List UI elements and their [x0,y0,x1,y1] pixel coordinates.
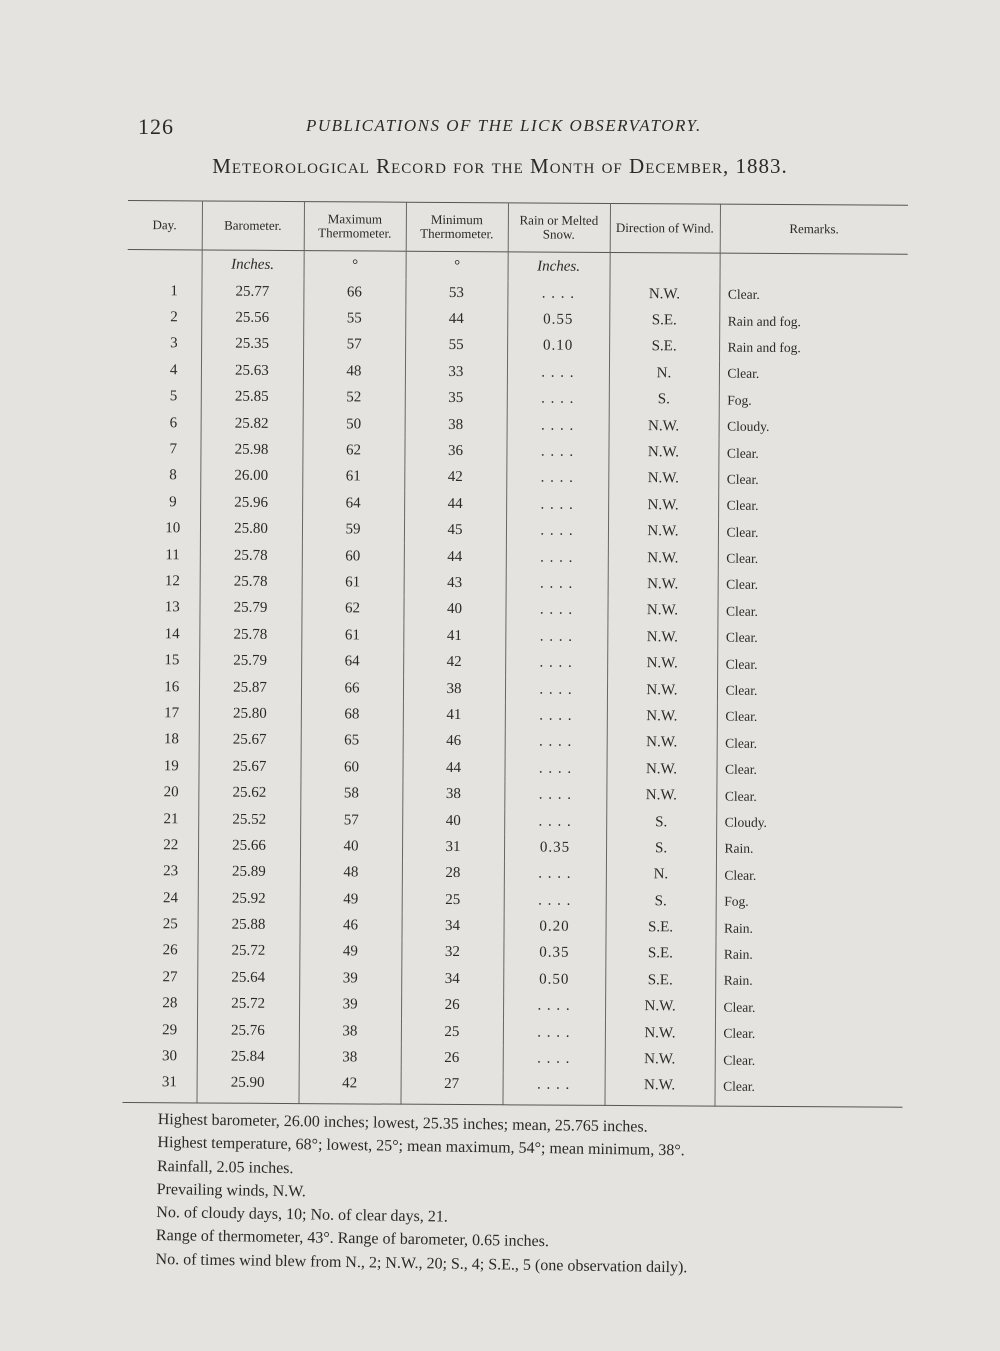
cell-barometer: 25.78 [200,569,302,596]
cell-barometer: 25.76 [197,1017,299,1044]
cell-wind: N.W. [606,782,716,809]
cell-min-thermometer: 35 [405,385,507,412]
cell-max-thermometer: 66 [303,279,405,306]
table-row [122,1070,902,1108]
cell-wind: N.W. [607,650,717,677]
cell-remarks: Clear. [726,445,759,461]
cell-rain: . . . . [506,518,608,545]
cell-max-thermometer: 49 [299,939,401,966]
unit-rain: Inches. [508,252,610,281]
cell-wind: N.W. [604,1073,714,1107]
cell-remarks: Clear. [725,603,758,619]
cell-min-thermometer: 27 [400,1071,502,1105]
cell-wind: S. [606,835,716,862]
cell-remarks: Rain. [723,972,753,989]
cell-rain: . . . . [505,597,607,624]
cell-rain: . . . . [507,412,609,439]
cell-day: 22 [124,832,198,859]
cell-max-thermometer: 64 [302,490,404,517]
cell-rain: . . . . [502,1072,604,1106]
cell-day: 29 [123,1017,197,1044]
cell-max-thermometer: 61 [302,569,404,596]
cell-min-thermometer: 44 [405,306,507,333]
cell-day: 9 [126,489,200,516]
cell-min-thermometer: 41 [403,702,505,729]
cell-max-thermometer: 50 [303,411,405,438]
cell-rain: . . . . [507,386,609,413]
cell-rain: . . . . [503,1019,605,1046]
cell-day: 14 [125,621,199,648]
cell-rain: . . . . [506,465,608,492]
unit-day [128,249,202,278]
cell-day: 26 [123,938,197,965]
cell-min-thermometer: 25 [402,887,504,914]
cell-rain: . . . . [505,729,607,756]
cell-barometer: 25.98 [200,437,302,464]
cell-max-thermometer: 55 [303,305,405,332]
cell-max-thermometer: 52 [303,385,405,412]
summary-line: No. of cloudy days, 10; No. of clear days, 21. [156,1204,448,1226]
cell-wind: N.W. [608,518,718,545]
cell-wind: S.E. [605,967,715,994]
cell-barometer: 25.52 [198,806,300,833]
cell-wind: N.W. [607,703,717,730]
cell-min-thermometer: 38 [405,412,507,439]
summary-line: Highest temperature, 68°; lowest, 25°; mean maximum, 54°; mean minimum, 38°. [157,1134,685,1160]
cell-min-thermometer: 32 [401,939,503,966]
cell-barometer: 25.62 [198,780,300,807]
cell-min-thermometer: 46 [403,728,505,755]
cell-max-thermometer: 61 [302,464,404,491]
cell-rain: . . . . [507,359,609,386]
cell-min-thermometer: 53 [405,280,507,307]
cell-day: 28 [123,991,197,1018]
cell-min-thermometer: 31 [402,834,504,861]
cell-wind: N. [609,360,719,387]
cell-rain: 0.55 [507,307,609,334]
cell-barometer: 25.80 [200,516,302,543]
cell-rain: 0.50 [503,966,605,993]
cell-remarks: Clear. [726,497,759,514]
cell-barometer: 25.90 [196,1070,298,1104]
cell-max-thermometer: 62 [301,596,403,623]
cell-min-thermometer: 38 [402,781,504,808]
cell-wind: N.W. [607,624,717,651]
cell-remarks: Rain. [724,841,754,857]
cell-barometer: 25.67 [198,753,300,780]
cell-barometer: 25.96 [200,490,302,517]
cell-wind: S.E. [609,307,719,334]
cell-barometer: 25.84 [197,1044,299,1071]
cell-day: 11 [126,542,200,569]
cell-max-thermometer: 62 [302,437,404,464]
cell-rain: . . . . [505,676,607,703]
cell-min-thermometer: 36 [404,438,506,465]
cell-min-thermometer: 33 [405,359,507,386]
cell-barometer: 25.79 [199,648,301,675]
cell-wind: S. [609,387,719,414]
cell-barometer: 25.92 [198,885,300,912]
meteorological-table-container [122,200,908,1108]
cell-min-thermometer: 28 [402,860,504,887]
cell-barometer: 25.64 [197,965,299,992]
cell-max-thermometer: 57 [303,332,405,359]
unit-wind [610,252,720,281]
summary-line: Rainfall, 2.05 inches. [156,1157,294,1177]
cell-max-thermometer: 59 [302,517,404,544]
cell-wind: S.E. [605,941,715,968]
cell-max-thermometer: 48 [303,358,405,385]
cell-day: 24 [124,885,198,912]
header-remarks: Remarks. [720,204,908,254]
cell-remarks: Clear. [726,550,759,566]
cell-wind: S. [606,809,716,836]
cell-wind: S. [606,888,716,915]
cell-day: 25 [123,911,197,938]
cell-min-thermometer: 26 [401,992,503,1019]
cell-rain: . . . . [503,1046,605,1073]
cell-day: 1 [127,278,201,305]
cell-barometer: 25.78 [199,622,301,649]
cell-rain: . . . . [504,808,606,835]
cell-wind: N.W. [608,466,718,493]
cell-wind: N.W. [608,492,718,519]
cell-min-thermometer: 42 [403,649,505,676]
cell-rain: . . . . [506,544,608,571]
cell-max-thermometer: 57 [300,807,402,834]
table-header-row [128,200,908,254]
header-rain: Rain or Melted Snow. [508,203,610,253]
cell-rain: . . . . [504,861,606,888]
cell-day: 16 [125,674,199,701]
meteorological-table [122,200,908,1108]
cell-barometer: 25.56 [201,305,303,332]
cell-barometer: 25.63 [201,358,303,385]
cell-max-thermometer: 65 [301,728,403,755]
summary-line: No. of times wind blew from N., 2; N.W., 20; S., 4; S.E., 5 (one observation daily). [155,1250,688,1277]
cell-remarks: Clear. [723,1052,756,1068]
summary-line: Highest barometer, 26.00 inches; lowest, 25.35 inches; mean, 25.765 inches. [157,1110,648,1136]
cell-day: 17 [125,700,199,727]
cell-day: 2 [127,304,201,331]
cell-wind: N.W. [605,1020,715,1047]
cell-remarks: Clear. [725,656,758,672]
cell-max-thermometer: 39 [299,992,401,1019]
cell-barometer: 25.35 [201,331,303,358]
cell-wind: N.W. [608,439,718,466]
cell-barometer: 25.72 [197,991,299,1018]
cell-barometer: 25.78 [200,542,302,569]
cell-barometer: 25.66 [198,833,300,860]
cell-max-thermometer: 48 [300,860,402,887]
cell-barometer: 25.77 [201,278,303,305]
cell-max-thermometer: 60 [302,543,404,570]
cell-max-thermometer: 61 [301,622,403,649]
cell-day: 30 [123,1043,197,1070]
cell-rain: . . . . [507,280,609,307]
cell-barometer: 25.88 [197,912,299,939]
cell-day: 21 [124,806,198,833]
cell-remarks: Clear. [726,524,759,540]
cell-barometer: 25.72 [197,938,299,965]
cell-rain: . . . . [503,993,605,1020]
cell-wind: N.W. [609,413,719,440]
cell-barometer: 25.89 [198,859,300,886]
cell-remarks: Clear. [725,735,758,751]
summary-notes [155,1108,797,1281]
cell-min-thermometer: 25 [401,1019,503,1046]
cell-min-thermometer: 42 [404,464,506,491]
cell-day: 23 [124,859,198,886]
cell-rain: 0.10 [507,333,609,360]
cell-min-thermometer: 44 [404,544,506,571]
cell-remarks: Rain. [723,946,753,962]
cell-remarks: Clear. [724,761,757,778]
cell-barometer: 25.79 [199,595,301,622]
cell-min-thermometer: 40 [402,807,504,834]
cell-max-thermometer: 49 [300,886,402,913]
cell-barometer: 25.87 [199,674,301,701]
cell-wind: S.E. [605,914,715,941]
cell-rain: . . . . [505,703,607,730]
cell-min-thermometer: 44 [402,755,504,782]
header-max-thermometer: Maximum Thermometer. [304,202,406,252]
cell-remarks: Clear. [724,788,757,804]
cell-rain: . . . . [505,650,607,677]
cell-wind: N.W. [605,993,715,1020]
cell-wind: N.W. [609,281,719,308]
cell-min-thermometer: 41 [403,623,505,650]
cell-min-thermometer: 38 [403,676,505,703]
cell-remarks: Clear. [725,682,758,698]
cell-remarks: Clear. [725,629,758,646]
cell-wind: N.W. [607,730,717,757]
cell-max-thermometer: 66 [301,675,403,702]
table-title: Meteorological Record for the Month of December, 1883. [212,154,788,178]
cell-max-thermometer: 64 [301,649,403,676]
cell-rain: . . . . [504,755,606,782]
cell-max-thermometer: 42 [298,1071,400,1105]
cell-day: 18 [125,727,199,754]
cell-rain: . . . . [504,887,606,914]
cell-max-thermometer: 46 [299,912,401,939]
cell-remarks: Rain and fog. [727,313,801,329]
cell-barometer: 25.80 [199,701,301,728]
cell-min-thermometer: 43 [404,570,506,597]
cell-barometer: 25.82 [201,410,303,437]
cell-day: 31 [122,1070,196,1103]
cell-min-thermometer: 44 [404,491,506,518]
cell-rain: 0.20 [503,914,605,941]
cell-day: 4 [127,357,201,384]
cell-min-thermometer: 26 [401,1045,503,1072]
table-body [122,249,907,1107]
journal-title: PUBLICATIONS OF THE LICK OBSERVATORY. [306,116,702,135]
cell-day: 12 [126,568,200,595]
running-head [138,114,758,144]
cell-max-thermometer: 39 [299,965,401,992]
cell-wind: N.W. [608,571,718,598]
summary-line: Range of thermometer, 43°. Range of barometer, 0.65 inches. [155,1227,550,1251]
cell-remarks: Clear. [724,867,757,883]
cell-rain: 0.35 [503,940,605,967]
cell-barometer: 25.67 [199,727,301,754]
cell-remarks: Clear. [725,709,758,725]
cell-max-thermometer: 40 [300,833,402,860]
cell-day: 8 [126,463,200,490]
cell-day: 15 [125,647,199,674]
cell-day: 5 [127,384,201,411]
cell-day: 7 [126,436,200,463]
cell-wind: N.W. [607,598,717,625]
cell-wind: N.W. [607,677,717,704]
cell-rain: . . . . [506,439,608,466]
cell-wind: N.W. [606,756,716,783]
cell-barometer: 26.00 [200,463,302,490]
cell-remarks: Clear. [723,1025,756,1041]
cell-remarks: Clear. [726,577,759,593]
header-day: Day. [128,200,202,249]
cell-min-thermometer: 34 [401,913,503,940]
cell-remarks: Fog. [727,392,752,408]
cell-remarks: Cloudy. [724,814,768,830]
cell-remarks: Clear. [726,471,759,487]
cell-barometer: 25.85 [201,384,303,411]
cell-remarks: Clear. [727,366,760,382]
cell-rain: 0.35 [504,835,606,862]
cell-day: 10 [126,516,200,543]
cell-day: 13 [125,595,199,622]
cell-max-thermometer: 38 [299,1018,401,1045]
cell-wind: N.W. [605,1046,715,1073]
cell-remarks: Clear. [723,999,756,1015]
cell-min-thermometer: 55 [405,332,507,359]
cell-remarks: Rain and fog. [727,339,801,356]
cell-rain: . . . . [506,571,608,598]
cell-remarks: Clear. [727,286,760,303]
header-wind: Direction of Wind. [610,203,720,253]
unit-min-thermometer: ° [406,251,508,280]
cell-day: 20 [124,779,198,806]
unit-barometer: Inches. [202,250,304,279]
cell-day: 19 [124,753,198,780]
cell-remarks: Clear. [714,1073,902,1107]
cell-remarks: Fog. [724,893,749,909]
cell-max-thermometer: 58 [300,780,402,807]
cell-remarks: Cloudy. [727,418,770,435]
cell-wind: N. [606,862,716,889]
cell-day: 27 [123,964,197,991]
header-min-thermometer: Minimum Thermometer. [406,202,508,252]
cell-wind: S.E. [609,334,719,361]
cell-remarks: Rain. [724,920,753,936]
cell-rain: . . . . [504,782,606,809]
header-barometer: Barometer. [202,201,304,251]
cell-rain: . . . . [505,623,607,650]
cell-min-thermometer: 34 [401,966,503,993]
cell-min-thermometer: 40 [403,596,505,623]
summary-line: Prevailing winds, N.W. [156,1180,307,1201]
cell-wind: N.W. [608,545,718,572]
unit-remarks [720,253,908,283]
cell-max-thermometer: 68 [301,701,403,728]
cell-min-thermometer: 45 [404,517,506,544]
cell-max-thermometer: 38 [299,1044,401,1071]
cell-rain: . . . . [506,491,608,518]
cell-day: 6 [127,410,201,437]
cell-max-thermometer: 60 [300,754,402,781]
cell-day: 3 [127,331,201,358]
page-number: 126 [138,114,174,139]
unit-max-thermometer: ° [304,251,406,280]
